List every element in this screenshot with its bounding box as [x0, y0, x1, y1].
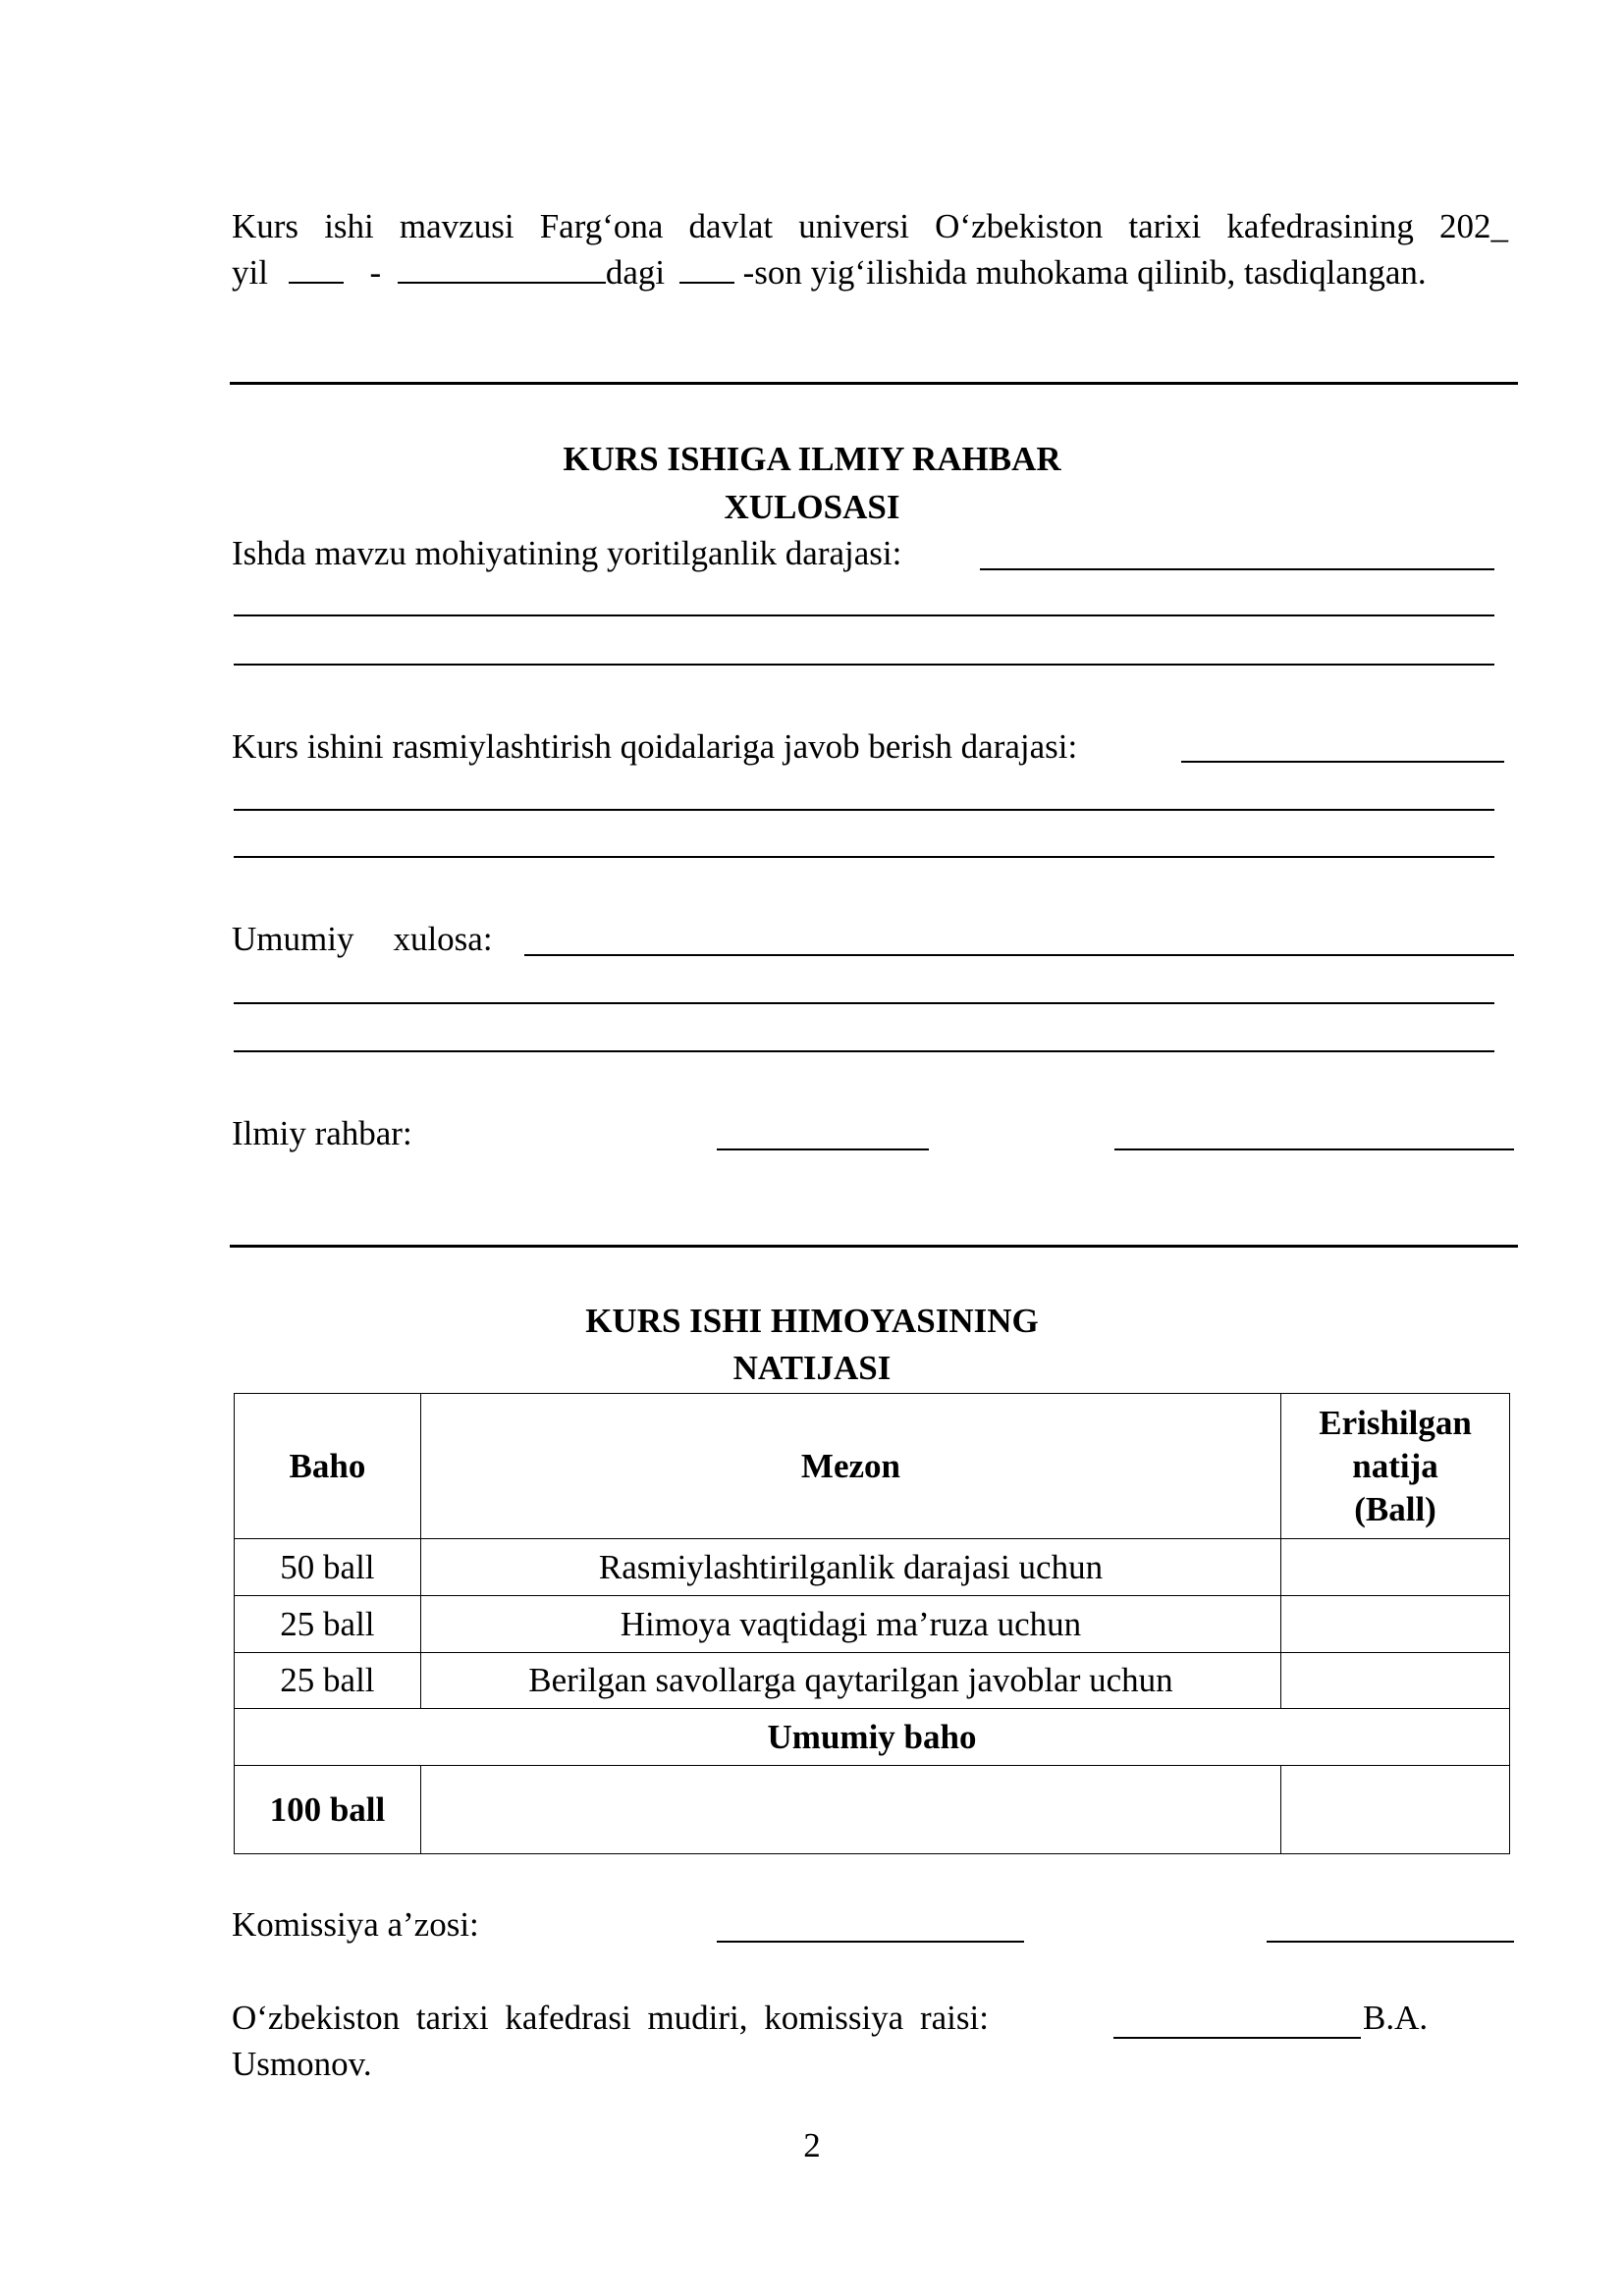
supervisor-heading-line-2: XULOSASI — [724, 488, 900, 526]
conclusion-word: xulosa: — [393, 920, 493, 958]
commission-name-field[interactable] — [1267, 1941, 1514, 1943]
supervisor-signature-label: Ilmiy rahbar: — [232, 1114, 412, 1152]
chair-initials: B.A. — [1363, 1999, 1429, 2037]
row-criterion: Berilgan savollarga qaytarilgan javoblar uchun — [420, 1653, 1280, 1709]
table-row — [235, 1653, 1510, 1709]
intro-text-1: Kurs ishi mavzusi Farg‘ona davlat universi O‘zbekiston tarixi kafedrasining 202_ — [232, 207, 1508, 245]
formatting-field[interactable] — [1181, 761, 1504, 763]
coverage-field-line-2[interactable] — [234, 614, 1494, 616]
row-grade: 50 ball — [235, 1539, 421, 1596]
intro-line-2 — [232, 250, 1508, 295]
table-row — [235, 1596, 1510, 1653]
total-grade: 100 ball — [235, 1766, 421, 1854]
section-divider-2 — [230, 1245, 1518, 1248]
day-blank[interactable] — [289, 252, 344, 284]
formatting-field-line-2[interactable] — [234, 809, 1494, 811]
formatting-field-line-3[interactable] — [234, 856, 1494, 858]
general-word: Umumiy — [232, 920, 354, 958]
header-grade: Baho — [235, 1394, 421, 1539]
page-number: 2 — [803, 2126, 821, 2164]
header-result-line-3: (Ball) — [1354, 1489, 1436, 1528]
chair-line — [232, 1996, 1449, 2041]
supervisor-name-field[interactable] — [1114, 1148, 1514, 1150]
commission-member-label: Komissiya a’zosi: — [232, 1905, 479, 1944]
section-divider-1 — [230, 382, 1518, 385]
row-result-cell[interactable] — [1281, 1539, 1510, 1596]
header-result-line-2: natija — [1352, 1446, 1438, 1485]
coverage-field[interactable] — [980, 568, 1494, 570]
header-result-line-1: Erishilgan — [1319, 1403, 1472, 1442]
general-conclusion-field-line-2[interactable] — [234, 1002, 1494, 1004]
formatting-label: Kurs ishini rasmiylashtirish qoidalariga javob berish darajasi: — [232, 727, 1078, 766]
defense-heading-line-1: KURS ISHI HIMOYASINING — [585, 1302, 1039, 1340]
defense-heading-line-2: NATIJASI — [732, 1349, 892, 1387]
protocol-number-blank[interactable] — [679, 252, 734, 284]
supervisor-signature-field[interactable] — [717, 1148, 929, 1150]
coverage-label: Ishda mavzu mohiyatining yoritilganlik darajasi: — [232, 534, 902, 572]
general-conclusion-label — [232, 917, 493, 962]
chair-label: O‘zbekiston tarixi kafedrasi mudiri, komissiya raisi: — [232, 1999, 989, 2037]
general-conclusion-field[interactable] — [524, 954, 1514, 956]
results-table — [234, 1393, 1510, 1854]
total-label: Umumiy baho — [235, 1709, 1510, 1766]
row-result-cell[interactable] — [1281, 1653, 1510, 1709]
coverage-field-line-3[interactable] — [234, 664, 1494, 666]
row-result-cell[interactable] — [1281, 1596, 1510, 1653]
total-label-row — [235, 1709, 1510, 1766]
header-result — [1281, 1394, 1510, 1539]
chair-surname: Usmonov. — [232, 2045, 372, 2083]
row-grade: 25 ball — [235, 1653, 421, 1709]
intro-dagi: dagi — [605, 253, 666, 292]
intro-dash: - — [369, 253, 382, 292]
intro-approval-text: -son yig‘ilishida muhokama qilinib, tasdiqlangan. — [742, 253, 1427, 292]
intro-year-word: yil — [232, 253, 268, 292]
row-criterion: Himoya vaqtidagi ma’ruza uchun — [420, 1596, 1280, 1653]
table-header-row — [235, 1394, 1510, 1539]
total-blank-cell — [420, 1766, 1280, 1854]
table-row — [235, 1539, 1510, 1596]
intro-line-1 — [232, 204, 1508, 249]
supervisor-heading-line-1: KURS ISHIGA ILMIY RAHBAR — [563, 440, 1061, 478]
header-criterion: Mezon — [420, 1394, 1280, 1539]
chair-signature-field[interactable] — [1113, 2037, 1361, 2039]
commission-signature-field[interactable] — [717, 1941, 1024, 1943]
row-grade: 25 ball — [235, 1596, 421, 1653]
month-blank[interactable] — [398, 252, 606, 284]
general-conclusion-field-line-3[interactable] — [234, 1050, 1494, 1052]
row-criterion: Rasmiylashtirilganlik darajasi uchun — [420, 1539, 1280, 1596]
total-row — [235, 1766, 1510, 1854]
total-result-cell[interactable] — [1281, 1766, 1510, 1854]
